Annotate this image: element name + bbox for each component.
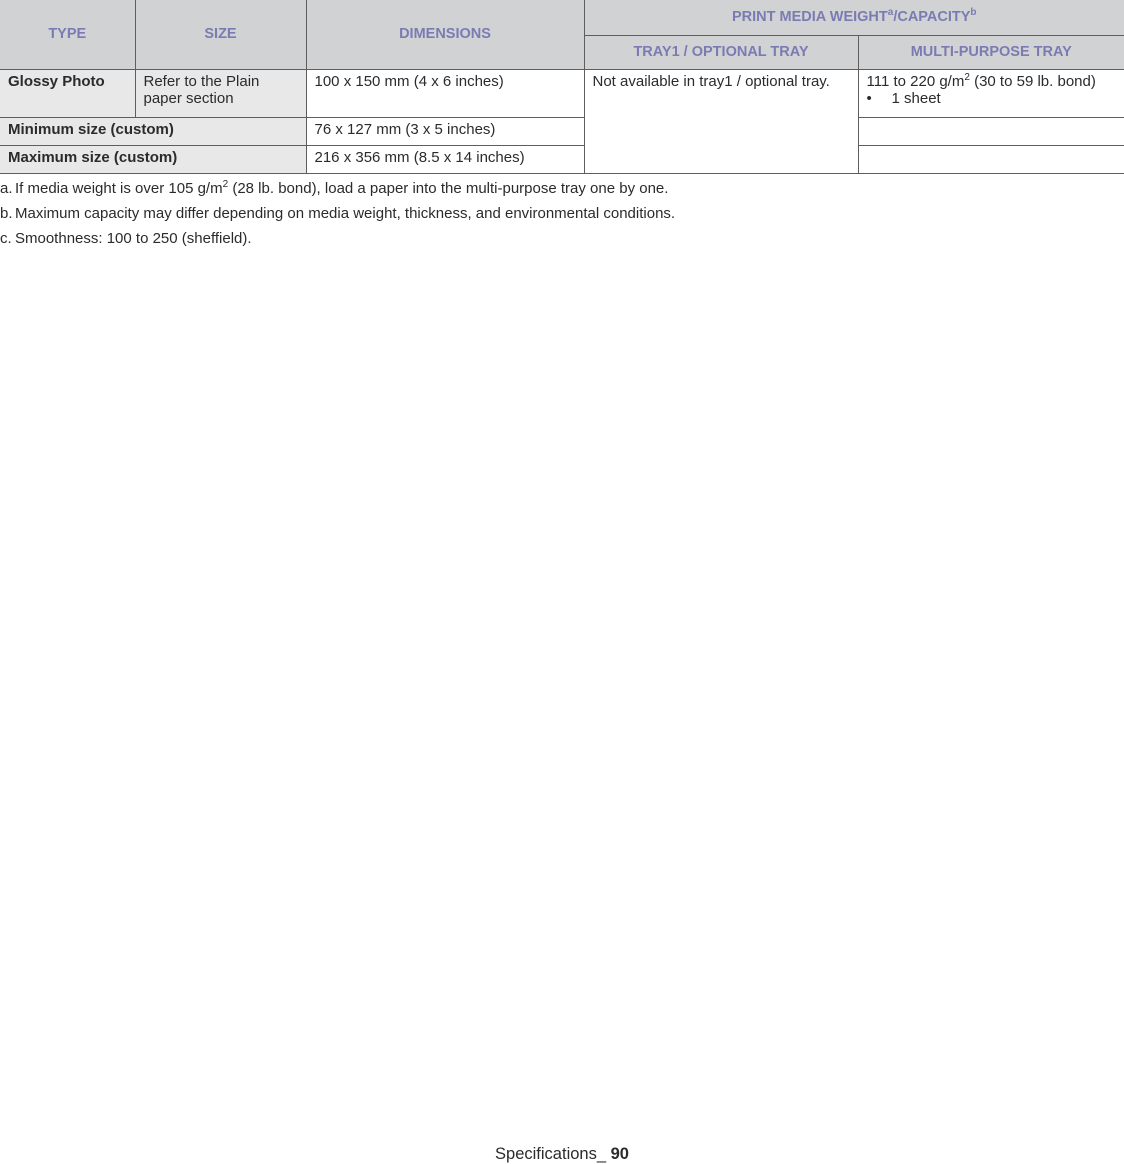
footnote-a: [0, 180, 1124, 205]
table-header-row: [0, 0, 1124, 35]
cell-dimensions: 216 x 356 mm (8.5 x 14 inches): [306, 145, 584, 173]
header-weight-footnote: a: [887, 7, 894, 19]
footnote-text: [15, 180, 668, 205]
header-multi-purpose-tray: MULTI-PURPOSE TRAY: [858, 35, 1124, 69]
paper-spec-table: [0, 0, 1124, 174]
cell-multi-purpose: [858, 117, 1124, 145]
cell-size: Refer to the Plain paper section: [135, 69, 306, 117]
footnote-mark: a.: [0, 180, 13, 197]
footnotes: [0, 180, 1124, 255]
page-number: 90: [610, 1145, 629, 1163]
cell-type: Maximum size (custom): [0, 145, 306, 173]
header-weight-text: PRINT MEDIA WEIGHT: [732, 9, 888, 26]
cell-multi-purpose: [858, 69, 1124, 117]
cell-type: Minimum size (custom): [0, 117, 306, 145]
mp-weight-bond: (30 to 59 lb. bond): [969, 72, 1096, 90]
cell-tray1: Not available in tray1 / optional tray.: [584, 69, 858, 173]
mp-capacity-text: 1 sheet: [891, 89, 941, 107]
cell-multi-purpose: [858, 145, 1124, 173]
footnote-mark: b.: [0, 205, 13, 222]
header-capacity-footnote: b: [970, 7, 977, 19]
table-row: [0, 69, 1124, 117]
header-size: SIZE: [135, 0, 306, 69]
cell-type: Glossy Photo: [0, 69, 135, 117]
footer-section: Specifications_: [495, 1145, 611, 1163]
footnote-c: [0, 230, 1124, 255]
header-type: TYPE: [0, 0, 135, 69]
footnote-mark: c.: [0, 230, 12, 247]
table-row: [0, 145, 1124, 173]
footnote-b: [0, 205, 1124, 230]
mp-capacity: [867, 90, 1117, 107]
header-print-media-weight: [584, 0, 1124, 35]
table-row: [0, 117, 1124, 145]
header-dimensions: DIMENSIONS: [306, 0, 584, 69]
page-footer: [0, 1145, 1124, 1164]
footnote-sup: 2: [222, 179, 229, 190]
mp-weight: [867, 73, 1117, 90]
header-capacity-text: /CAPACITY: [893, 9, 971, 26]
cell-dimensions: 76 x 127 mm (3 x 5 inches): [306, 117, 584, 145]
footnote-text: Smoothness: 100 to 250 (sheffield).: [15, 230, 252, 247]
footnote-text: Maximum capacity may differ depending on media weight, thickness, and environmental conditions.: [15, 205, 676, 222]
footnote-text-pre: If media weight is over 105 g/m: [15, 180, 223, 197]
cell-dimensions: 100 x 150 mm (4 x 6 inches): [306, 69, 584, 117]
header-tray1: TRAY1 / OPTIONAL TRAY: [584, 35, 858, 69]
mp-weight-text: 111 to 220 g/m: [866, 72, 965, 90]
mp-weight-sup: 2: [964, 71, 970, 83]
bullet-icon: •: [866, 89, 872, 107]
footnote-text-post: (28 lb. bond), load a paper into the multi-purpose tray one by one.: [228, 180, 669, 197]
